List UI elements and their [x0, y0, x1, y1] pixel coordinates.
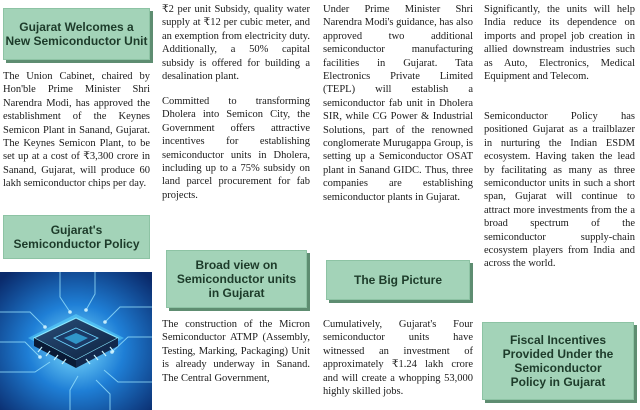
col3-paragraph-2: Cumulatively, Gujarat's Four semiconductor units have witnessed an investment of approximately ₹1.24 lakh crore and will create a whopping 53,000 highly skilled jobs.: [323, 319, 473, 398]
heading-semiconductor-policy: Gujarat's Semiconductor Policy: [3, 215, 150, 259]
col2-paragraph-3: The construction of the Micron Semiconductor ATMP (Assembly, Testing, Marking, Packaging) Unit is already underway in Sanand. The Central Government,: [162, 319, 310, 384]
chip-illustration: [0, 272, 152, 410]
heading-broad-view: Broad view on Semiconductor units in Gujarat: [166, 250, 307, 308]
col4-paragraph-2: Semiconductor Policy has positioned Gujarat as a trailblazer in nurturing the Indian ESDM ecosystem. Having taken the lead by facilitating as many as three semiconductor units in such a short span, Gujarat will continue to attract more investments from the a broad spectrum of the semiconductor supply-chain ecosystem players from India and across the world.: [484, 111, 635, 270]
col2-paragraph-2: Committed to transforming Dholera into Semicon City, the Government offers attractive incentives for establishing semiconductor units in Dholera, including up to a 75% subsidy on land parcel procurement for fab projects.: [162, 96, 310, 201]
heading-gujarat-welcomes: Gujarat Welcomes a New Semiconductor Unit: [3, 8, 150, 60]
semiconductor-chip-image: [0, 272, 152, 410]
col4-paragraph-1: Significantly, the units will help India reduce its dependence on imports and propel job creation in allied downstream industries such as Auto, Electronics, Medical Equipment and Telecom.: [484, 4, 635, 83]
heading-big-picture: The Big Picture: [326, 260, 470, 300]
col1-paragraph-1: The Union Cabinet, chaired by Hon'ble Prime Minister Shri Narendra Modi, has approved the establishment of the Keynes Semicon Plant in Sanand, Gujarat. The Keynes Semicon Plant, to be set up at a cost of ₹3,300 crore in Sanand, Gujarat, will produce 60 lakh semiconductor chips per day.: [3, 71, 150, 190]
col2-paragraph-1: ₹2 per unit Subsidy, quality water supply at ₹12 per cubic meter, and an exemption from electricity duty. Additionally, a 50% capital subsidy is offered for building a desalination plant.: [162, 4, 310, 83]
col3-paragraph-1: Under Prime Minister Shri Narendra Modi's guidance, has also approved two additional semiconductor manufacturing facilities in Gujarat. Tata Electronics Private Limited (TEPL) will establish a semiconductor fab unit in Dholera SIR, while CG Power & Industrial Solutions, part of the renowned conglomerate Murugappa Group, is setting up a Semiconductor OSAT plant in Sanand GIDC. Thus, three companies are establishing semiconductor plants in Gujarat.: [323, 4, 473, 203]
heading-fiscal-incentives: Fiscal Incentives Provided Under the Semiconductor Policy in Gujarat: [482, 322, 634, 400]
